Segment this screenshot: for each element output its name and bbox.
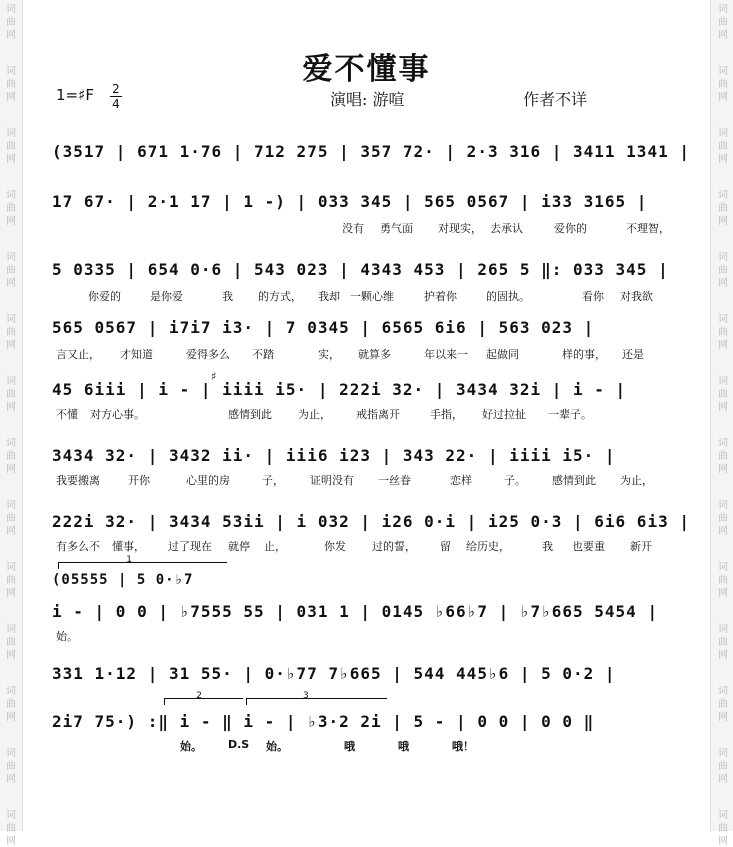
notation-row-7: 222i 32· | 3434 53ii | i 032 | i26 0·i | i25 0·3 | 6i6 6i3 | — [52, 512, 690, 531]
time-signature — [110, 83, 122, 110]
lyric: 没有 — [342, 222, 364, 235]
notation-row-1: (3517 | 671 1·76 | 712 275 | 357 72· | 2·3 316 | 3411 1341 | — [52, 142, 690, 161]
lyric: 哦 — [398, 740, 409, 753]
watermark-char: 词 — [6, 252, 16, 263]
watermark-char: 网 — [718, 836, 728, 847]
watermark-char: 曲 — [6, 79, 16, 90]
lyric: 去承认 — [490, 222, 523, 235]
lyric: 始。 — [180, 740, 202, 753]
watermark-char: 曲 — [6, 513, 16, 524]
watermark-char: 网 — [718, 712, 728, 723]
watermark-char: 网 — [718, 278, 728, 289]
lyric: 的固执。 — [486, 290, 530, 303]
song-title: 爱不懂事 — [302, 52, 431, 87]
lyric: 为止， — [620, 474, 653, 487]
watermark-char: 曲 — [718, 761, 728, 772]
watermark-char: 词 — [6, 500, 16, 511]
watermark-char: 网 — [6, 774, 16, 785]
watermark-char: 曲 — [718, 389, 728, 400]
lyric: 手指， — [430, 408, 463, 421]
composer-credit: 作者不详 — [523, 90, 588, 109]
lyric: 勇气面 — [380, 222, 413, 235]
lyric: 为止， — [298, 408, 331, 421]
watermark-char: 网 — [718, 464, 728, 475]
volta-bracket-3 — [246, 691, 387, 705]
lyric: 就停 — [228, 540, 250, 553]
lyric: 年以来一 — [424, 348, 468, 361]
watermark-char: 曲 — [718, 451, 728, 462]
watermark-char: 网 — [718, 588, 728, 599]
lyric: 过的誓， — [372, 540, 416, 553]
watermark-char: 词 — [6, 314, 16, 325]
watermark-char: 网 — [6, 402, 16, 413]
volta-label: 3 — [303, 691, 309, 701]
watermark-char: 曲 — [718, 823, 728, 834]
lyric: 新开 — [630, 540, 652, 553]
lyric: 一辈子。 — [548, 408, 592, 421]
lyric: 样的事， — [562, 348, 606, 361]
watermark-char: 网 — [6, 278, 16, 289]
watermark-char: 曲 — [6, 17, 16, 28]
volta-label: 2 — [196, 691, 202, 701]
watermark-char: 曲 — [718, 327, 728, 338]
lyric: 不踏 — [252, 348, 274, 361]
watermark-char: 词 — [6, 748, 16, 759]
notation-row-5: 45 6iii | i - | iiii i5· | 222i 32· | 3434 32i | i - | — [52, 380, 627, 399]
watermark-char: 词 — [6, 376, 16, 387]
key-signature: 1=♯F — [56, 86, 94, 104]
watermark-char: 词 — [718, 624, 728, 635]
lyric: 止， — [264, 540, 286, 553]
watermark-char: 词 — [718, 686, 728, 697]
watermark-char: 词 — [718, 252, 728, 263]
watermark-char: 词 — [6, 624, 16, 635]
lyric: 不理智， — [626, 222, 670, 235]
lyric: 哦！ — [452, 740, 474, 753]
watermark-char: 词 — [718, 562, 728, 573]
watermark-char: 网 — [6, 92, 16, 103]
watermark-char: 曲 — [6, 389, 16, 400]
watermark-char: 词 — [6, 128, 16, 139]
lyric: 护着你 — [424, 290, 457, 303]
notation-row-9: i - | 0 0 | ♭7555 55 | 031 1 | 0145 ♭66♭7 | ♭7♭665 5454 | — [52, 602, 659, 621]
watermark-char: 网 — [6, 340, 16, 351]
watermark-char: 曲 — [718, 79, 728, 90]
lyric: 就算多 — [358, 348, 391, 361]
watermark-char: 词 — [6, 810, 16, 821]
watermark-char: 词 — [718, 128, 728, 139]
watermark-char: 网 — [6, 154, 16, 165]
sharp-mark: ♯ — [211, 370, 217, 383]
watermark-char: 网 — [6, 464, 16, 475]
watermark-char: 网 — [718, 402, 728, 413]
watermark-char: 网 — [718, 650, 728, 661]
lyric: 爱你的 — [554, 222, 587, 235]
watermark-char: 词 — [718, 66, 728, 77]
watermark-char: 网 — [6, 712, 16, 723]
lyric: 不懂 — [56, 408, 78, 421]
watermark-char: 词 — [718, 438, 728, 449]
lyric: 对我欲 — [620, 290, 653, 303]
left-watermark-strip — [0, 0, 23, 847]
watermark-char: 曲 — [6, 265, 16, 276]
lyric: 对现实， — [438, 222, 482, 235]
meter-top: 2 — [112, 82, 120, 96]
watermark-char: 网 — [718, 526, 728, 537]
dal-segno-mark: D.S — [228, 738, 250, 751]
lyric: 还是 — [622, 348, 644, 361]
watermark-char: 曲 — [718, 637, 728, 648]
watermark-char: 词 — [6, 66, 16, 77]
watermark-char: 网 — [718, 154, 728, 165]
lyric: 我 — [222, 290, 233, 303]
meter-bottom: 4 — [112, 97, 120, 111]
lyric: 我 — [542, 540, 553, 553]
lyric: 你爱的 — [88, 290, 121, 303]
watermark-char: 曲 — [718, 265, 728, 276]
watermark-char: 网 — [718, 340, 728, 351]
notation-row-6: 3434 32· | 3432 ii· | iii6 i23 | 343 22· | iiii i5· | — [52, 446, 616, 465]
lyric: 留 — [440, 540, 451, 553]
lyric: 有多么不 — [56, 540, 100, 553]
watermark-char: 曲 — [718, 203, 728, 214]
right-watermark-strip — [710, 0, 733, 847]
watermark-char: 词 — [6, 4, 16, 15]
watermark-char: 词 — [6, 686, 16, 697]
lyric: 始。 — [266, 740, 288, 753]
lyric: 子， — [262, 474, 284, 487]
lyric: 爱得多么 — [186, 348, 230, 361]
watermark-char: 曲 — [6, 575, 16, 586]
watermark-char: 曲 — [6, 327, 16, 338]
watermark-char: 网 — [718, 30, 728, 41]
lyric: 开你 — [128, 474, 150, 487]
lyric: 恋样 — [450, 474, 472, 487]
volta-bracket-2 — [164, 691, 243, 705]
volta-label: 1 — [126, 555, 132, 565]
lyric: 我要搬离 — [56, 474, 100, 487]
lyric: 我却 — [318, 290, 340, 303]
watermark-char: 网 — [6, 216, 16, 227]
watermark-char: 网 — [6, 526, 16, 537]
lyric: 对方心事。 — [90, 408, 145, 421]
notation-row-8: (05555 | 5 0·♭7 — [52, 572, 194, 588]
volta-bracket-1 — [58, 555, 227, 569]
watermark-char: 网 — [6, 836, 16, 847]
watermark-char: 词 — [718, 190, 728, 201]
watermark-char: 词 — [6, 562, 16, 573]
watermark-char: 曲 — [6, 141, 16, 152]
watermark-char: 词 — [718, 810, 728, 821]
watermark-char: 词 — [718, 4, 728, 15]
watermark-char: 网 — [718, 216, 728, 227]
watermark-char: 词 — [6, 438, 16, 449]
lyric: 子。 — [504, 474, 526, 487]
lyric: 感情到此 — [228, 408, 272, 421]
watermark-char: 曲 — [718, 699, 728, 710]
lyric: 给历史， — [466, 540, 510, 553]
watermark-char: 曲 — [718, 17, 728, 28]
watermark-char: 网 — [718, 92, 728, 103]
watermark-char: 曲 — [6, 761, 16, 772]
singer-credit: 演唱: 游喧 — [330, 90, 405, 109]
lyric: 是你爱 — [150, 290, 183, 303]
lyric: 始。 — [56, 630, 78, 643]
watermark-char: 曲 — [718, 141, 728, 152]
watermark-char: 曲 — [718, 575, 728, 586]
watermark-char: 曲 — [6, 699, 16, 710]
watermark-char: 网 — [6, 30, 16, 41]
lyric: 一丝眷 — [378, 474, 411, 487]
lyric: 看你 — [582, 290, 604, 303]
watermark-char: 网 — [6, 650, 16, 661]
lyric: 起做同 — [486, 348, 519, 361]
notation-row-2: 17 67· | 2·1 17 | 1 -) | 033 345 | 565 0567 | i33 3165 | — [52, 192, 648, 211]
watermark-char: 曲 — [6, 203, 16, 214]
lyric: 证明没有 — [310, 474, 354, 487]
lyric: 好过拉扯 — [482, 408, 526, 421]
watermark-char: 词 — [718, 500, 728, 511]
lyric: 一颗心维 — [350, 290, 394, 303]
lyric: 实， — [318, 348, 340, 361]
watermark-char: 词 — [718, 748, 728, 759]
lyric: 过了现在 — [168, 540, 212, 553]
notation-row-4: 565 0567 | i7i7 i3· | 7 0345 | 6565 6i6 | 563 023 | — [52, 318, 595, 337]
notation-row-3: 5 0335 | 654 0·6 | 543 023 | 4343 453 | 265 5 ‖: 033 345 | — [52, 260, 669, 279]
watermark-char: 曲 — [6, 451, 16, 462]
lyric: 懂事， — [112, 540, 145, 553]
lyric: 才知道 — [120, 348, 153, 361]
watermark-char: 曲 — [6, 823, 16, 834]
watermark-char: 词 — [718, 314, 728, 325]
lyric: 也要重 — [572, 540, 605, 553]
lyric: 的方式， — [258, 290, 302, 303]
watermark-char: 词 — [6, 190, 16, 201]
lyric: 言又止， — [56, 348, 100, 361]
lyric: 你发 — [324, 540, 346, 553]
notation-row-10: 331 1·12 | 31 55· | 0·♭77 7♭665 | 544 445♭6 | 5 0·2 | — [52, 664, 616, 683]
watermark-char: 网 — [6, 588, 16, 599]
lyric: 感情到此 — [552, 474, 596, 487]
lyric: 心里的房 — [186, 474, 230, 487]
notation-row-11: 2i7 75·) :‖ i - ‖ i - | ♭3·2 2i | 5 - | 0 0 | 0 0 ‖ — [52, 712, 595, 731]
watermark-char: 词 — [718, 376, 728, 387]
watermark-char: 网 — [718, 774, 728, 785]
lyric: 哦 — [344, 740, 355, 753]
lyric: 戒指离开 — [356, 408, 400, 421]
watermark-char: 曲 — [6, 637, 16, 648]
watermark-char: 曲 — [718, 513, 728, 524]
